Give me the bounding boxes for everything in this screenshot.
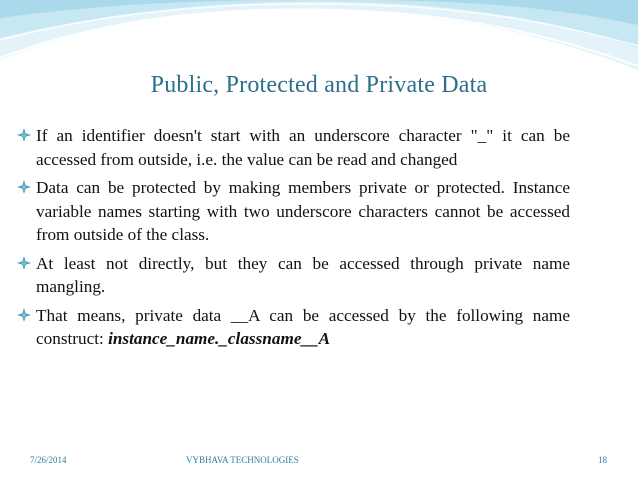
bullet-item — [22, 252, 570, 299]
slide-title: Public, Protected and Private Data — [150, 72, 488, 98]
bullet-item — [22, 176, 570, 247]
bullet-text: If an identifier doesn't start with an underscore character "_" it can be accessed from outside, i.e. the value can be read and changed — [36, 126, 570, 169]
footer-page-number: 18 — [598, 455, 607, 465]
bullet-text: At least not directly, but they can be accessed through private name mangling. — [36, 253, 570, 296]
code-emphasis: instance_name._classname__A — [108, 329, 331, 348]
diamond-bullet-icon — [16, 127, 32, 143]
diamond-bullet-icon — [16, 307, 32, 323]
diamond-bullet-icon — [16, 255, 32, 271]
diamond-bullet-icon — [16, 179, 32, 195]
bullet-item — [22, 304, 570, 351]
header-wave-decoration — [0, 0, 638, 80]
bullet-item — [22, 124, 570, 171]
bullet-text: That means, private data __A can be accessed by the following name construct: — [36, 305, 570, 348]
footer-date: 7/26/2014 — [30, 455, 67, 465]
bullet-text: Data can be protected by making members private or protected. Instance variable names starting with two underscore characters cannot be accessed from outside of the class. — [36, 178, 570, 244]
bullet-list — [22, 124, 570, 356]
footer-organization: VYBHAVA TECHNOLOGIES — [186, 455, 299, 465]
